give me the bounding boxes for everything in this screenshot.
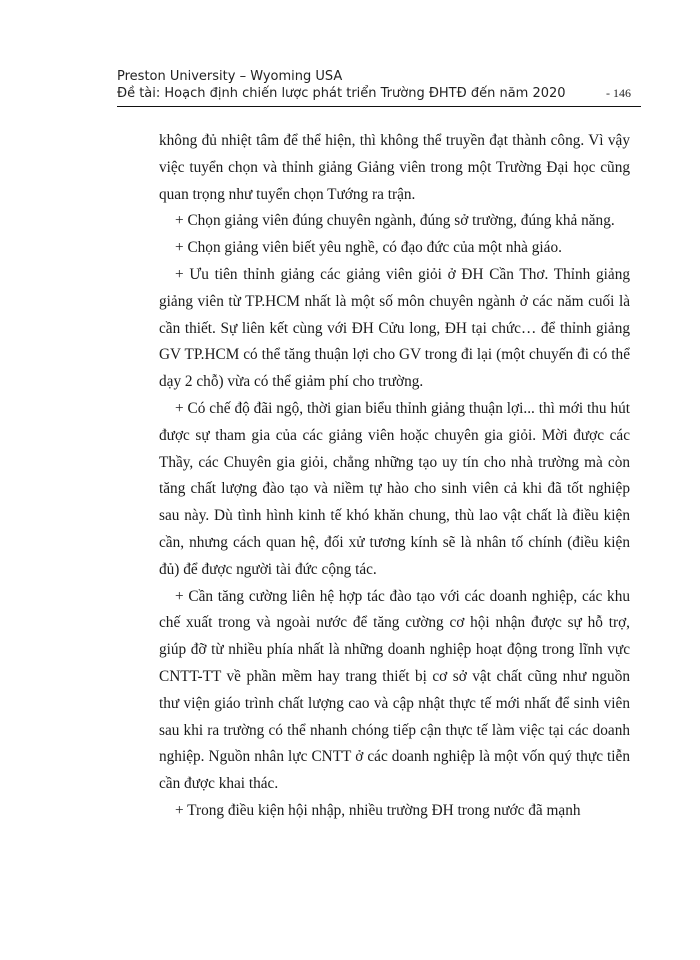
page-number: - 146	[606, 86, 631, 100]
paragraph-continuation: không đủ nhiệt tâm để thể hiện, thì không thể truyền đạt thành công. Vì vậy việc tuyển chọn và thỉnh giảng Giảng viên trong một Trường Đại học cũng quan trọng như tuyển chọn Tướng ra trận.	[159, 132, 630, 203]
document-body	[159, 128, 630, 825]
paragraph-bullet-1: + Chọn giảng viên đúng chuyên ngành, đúng sở trường, đúng khả năng.	[175, 212, 615, 230]
paragraph-bullet-6: + Trong điều kiện hội nhập, nhiều trường ĐH trong nước đã mạnh	[175, 801, 581, 819]
paragraph-bullet-2: + Chọn giảng viên biết yêu nghề, có đạo đức của một nhà giáo.	[175, 239, 562, 257]
paragraph-bullet-5: + Cần tăng cường liên hệ hợp tác đào tạo với các doanh nghiệp, các khu chế xuất trong và ngoài nước để tăng cường cơ hội nhận được sự hỗ trợ, giúp đỡ từ nhiều phía nhất là những doanh nghiệp hoạt động trong lĩnh vực CNTT-TT về phần mềm hay trang thiết bị cơ sở vật chất cũng như nguồn thư viện giáo trình chất lượng cao và cập nhật thực tế mới nhất để sinh viên sau khi ra trường có thể nhanh chóng tiếp cận thực tế làm việc tại các doanh nghiệp. Nguồn nhân lực CNTT ở các doanh nghiệp là một vốn quý thực tiễn cần được khai thác.	[159, 587, 630, 793]
header-topic: Đề tài: Hoạch định chiến lược phát triển Trường ĐHTĐ đến năm 2020	[117, 86, 566, 101]
header-divider	[117, 106, 641, 107]
paragraph-bullet-3: + Ưu tiên thỉnh giảng các giảng viên giỏi ở ĐH Cần Thơ. Thỉnh giảng giảng viên từ TP.HCM nhất là một số môn chuyên ngành ở các năm cuối là cần thiết. Sự liên kết cùng với ĐH Cửu long, ĐH tại chức… để thỉnh giảng GV TP.HCM có thể tăng thuận lợi cho GV trong đi lại (một chuyến đi có thể dạy 2 chỗ) vừa có thể giảm phí cho trường.	[159, 265, 630, 391]
paragraph-bullet-4: + Có chế độ đãi ngộ, thời gian biểu thỉnh giảng thuận lợi... thì mới thu hút được sự tham gia của các giảng viên hoặc chuyên gia giỏi. Mời được các Thầy, các Chuyên gia giỏi, chẳng những tạo uy tín cho nhà trường mà còn tăng chất lượng đào tạo và niềm tự hào cho sinh viên cả khi đã tốt nghiệp sau này. Dù tình hình kinh tế khó khăn chung, thù lao vật chất là điều kiện cần, nhưng cách quan hệ, đối xử tương kính sẽ là nhân tố chính (điều kiện đủ) để được người tài đức cộng tác.	[159, 399, 630, 578]
page-header	[117, 68, 637, 102]
header-university: Preston University – Wyoming USA	[117, 69, 343, 84]
